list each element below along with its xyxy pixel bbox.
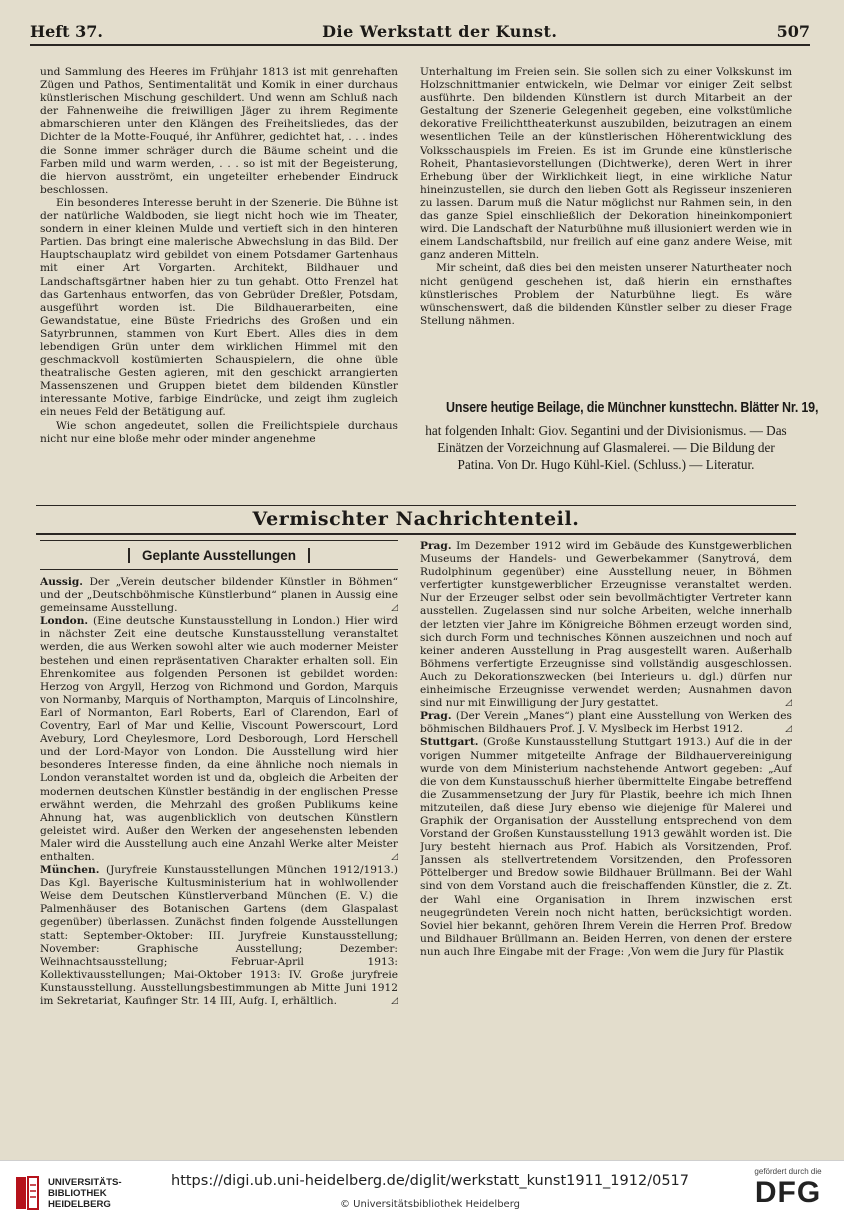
entry-text: (Juryfreie Kunstausstellungen München 1912/1913.) Das Kgl. Bayerische Kultusministerium hat in wohlwollender Weise dem Deutschen Künstlerverband München (E. V.) die Palmenhäuser des Botanischen Gartens (dem Glaspalast gegenüber) überlassen. Zunächst finden folgende Ausstellungen statt: September-Oktober: III. Juryfreie Kunstausstellung; November: Graphische Ausstellung; Dezember: Weihnachtsausstellung; Februar-April 1913: Kollektivausstellungen; Mai-Oktober 1913: IV. Große juryfreie Kunstausstellung. Ausstellungsbestimmungen ab Mitte Juni 1912 im Sekretariat, Kaufinger Str. 14 III, Aufg. I, erhältlich. bbox=[40, 864, 398, 1007]
entry-text: (Große Kunstausstellung Stuttgart 1913.) Auf die in der vorigen Nummer mitgeteilte Anfrage der Bildhauervereinigung wurde von dem Ministerium nachstehende Antwort gegeben: „Auf die von dem Kunstausschuß hierher übermittelte Eingabe betreffend die Zusammensetzung der Jury für Plastik, beehre ich mich Ihnen mitzuteilen, daß diese Jury ebenso wie diejenige für Malerei und Graphik der Organisation der Ausstellung entsprechend von dem Vorstand der Großen Kunstausstellung 1913 gewählt worden ist. Die Jury besteht hiernach aus Prof. Habich als Vorsitzenden, Prof. Janssen als stellvertretendem Vorsitzenden, den Professoren Pöttelberger und Bredow sowie Bildhauer Brüllmann. Bei der Wahl sind von dem Vorstand auch die freischaffenden Künstler, die z. Zt. der Wahl eine Organisation in Ihrem inzwischen erst neugegründeten Verein noch nicht hatten, berücksichtigt worden. Soviel hier bekannt, gehören Ihrem Verein die Herren Prof. Bredow und Bildhauer Brüllmann an. Beiden Herren, von denen der erstere nun auch Ihre Eingabe mit der Frage: ‚Von wem die Jury für Plastik bbox=[420, 736, 792, 958]
entry-text: Im Dezember 1912 wird im Gebäude des Kunstgewerblichen Museums der Handels- und Gewerbekammer (Sanytrová, dem Rudolphinum gegenüber) eine Ausstellung neuer, in Böhmen verfertigter kunstgewerblicher Erzeugnisse veranstaltet werden. Nur der Erzeuger selbst oder sein bevollmächtigter Vertreter kann ausstellen. Zugelassen sind nur solche Arbeiten, welche innerhalb der letzten vier Jahre im Königreiche Böhmen erzeugt worden sind, sich durch Form und technisches Können auszeichnen und noch auf keiner anderen Ausstellung in Prag ausgestellt waren. Außerhalb Böhmens verfertigte Erzeugnisse sind vollständig ausgeschlossen. Auch zu Dekorationszwecken (bei Interieurs u. dgl.) dürfen nur einheimische Erzeugnisse verwendet werden; Ausnahmen davon sind nur mit Einwilligung der Jury gestattet. bbox=[420, 540, 792, 710]
copyright-notice: © Universitätsbibliothek Heidelberg bbox=[339, 1199, 520, 1210]
news-entry bbox=[40, 576, 398, 615]
end-mark-icon: ◿ bbox=[391, 996, 398, 1006]
divider bbox=[36, 533, 796, 535]
paragraph: Ein besonderes Interesse beruht in der Szenerie. Die Bühne ist der natürliche Waldboden, sie liegt nicht hoch wie im Theater, sondern in einer kleinen Mulde und vertieft sich in den hinteren Partien. Das bringt eine malerische Abwechslung in das Bild. Der Hauptschauplatz wird gebildet von einem Potsdamer Gartenhaus mit einer Art Vorgarten. Architekt, Bildhauer und Landschaftsgärtner haben hier zu tun gehabt. Otto Frenzel hat das Gartenhaus entworfen, das von Gebrüder Dreßler, Potsdam, ausgeführt worden ist. Die Bildhauerarbeiten, eine Gewandstatue, eine Büste Friedrichs des Großen und ein Satyrbrunnen, stammen von Kurt Ebert. Alles dies in dem lebendigen Grün unter dem wirklichen Himmel mit den geschmackvoll kostümierten Schauspielern, die ohne üble theatralische Gesten agieren, mit den geschickt arrangierten Massenszenen und Gruppen bietet dem bildenden Künstler interessante Motive, farbige Eindrücke, und zeigt ihm zugleich ein neues Feld der Betätigung auf. bbox=[40, 196, 398, 419]
paragraph: Mir scheint, daß dies bei den meisten unserer Naturtheater noch nicht genügend geschehen ist, daß hierin ein ernsthaftes künstlerisches Problem der Naturbühne liegt. Es wäre wünschenswert, daß die bildenden Künstler selber zu dieser Frage Stellung nähmen. bbox=[420, 262, 792, 327]
entry-place: London. bbox=[40, 615, 89, 628]
article-column-right bbox=[420, 66, 792, 386]
issue-number: Heft 37. bbox=[30, 22, 103, 41]
news-entry bbox=[40, 864, 398, 1008]
supplement-notice bbox=[420, 400, 819, 496]
subsection-header bbox=[40, 540, 398, 570]
entry-place: Aussig. bbox=[40, 576, 83, 588]
news-entry bbox=[420, 710, 792, 736]
paragraph: Wie schon angedeutet, sollen die Freilichtspiele durchaus nicht nur eine bloße mehr oder minder angenehme bbox=[40, 419, 398, 445]
page-number: 507 bbox=[776, 22, 810, 41]
supplement-headline: Unsere heutige Beilage, die Münchner kunsttechn. Blätter Nr. 19, bbox=[446, 400, 819, 416]
section-title: Vermischter Nachrichtenteil. bbox=[252, 508, 580, 530]
news-column-left bbox=[40, 576, 398, 1136]
end-mark-icon: ◿ bbox=[391, 603, 398, 614]
end-mark-icon: ◿ bbox=[785, 724, 792, 735]
viewer-footer bbox=[0, 1160, 844, 1222]
news-column-right bbox=[420, 540, 792, 1136]
entry-place: Prag. bbox=[420, 710, 452, 723]
library-logo[interactable] bbox=[14, 1171, 154, 1215]
library-logo-text bbox=[48, 1177, 122, 1210]
journal-title: Die Werkstatt der Kunst. bbox=[322, 22, 558, 41]
entry-text: Der „Verein deutscher bildender Künstler in Böhmen“ und der „Deutschböhmische Künstlerbund“ planen in Aussig eine gemeinsame Ausstellung. bbox=[40, 576, 398, 615]
end-mark-icon: ◿ bbox=[785, 698, 792, 709]
paragraph: Unterhaltung im Freien sein. Sie sollen sich zu einer Volkskunst im Holzschnittmanier entwickeln, wie Delmar vor einiger Zeit selbst ausführte. Den bildenden Künstlern ist durch Mitarbeit an der Gestaltung der Szenerie Gelegenheit gegeben, eine volkstümliche dekorative Freilichttheaterkunst auszubilden, beizutragen an einem wesentlichen Teile an der künstlerischen Höherentwicklung des Volksschauspiels im Freien. Es ist im Grunde eine künstlerische Roheit, Phantasievorstellungen (Dichtwerke), deren Wert in ihrer Erhebung über der Wirklichkeit liegt, in eine wirkliche Natur hineinzustellen, sie durch den lieben Gott als Regisseur inszenieren zu lassen. Darum muß die Natur möglichst nur Rahmen sein, in den das ganze Spiel einschließlich der Dekoration hineinkomponiert wird. Die Landschaft der Naturbühne muß illusioniert werden wie in einem Landschaftsbild, nur freilich auf eine ganz andere Weise, mit ganz anderen Mitteln. bbox=[420, 66, 792, 262]
logo-line: HEIDELBERG bbox=[48, 1198, 111, 1210]
library-logo-icon bbox=[14, 1173, 42, 1213]
permalink-url[interactable]: https://digi.ub.uni-heidelberg.de/diglit/werkstatt_kunst1911_1912/0517 bbox=[171, 1173, 689, 1189]
logo-line: BIBLIOTHEK bbox=[48, 1187, 107, 1199]
paragraph: und Sammlung des Heeres im Frühjahr 1813 ist mit genrehaften Zügen und Pathos, Sentimentalität und Komik in einer durchaus künstlerischen Mischung geschildert. Und wenn am Schluß nach der Fahnenweihe die freiwilligen Jäger zu ihrem Regimente abmarschieren unter den Klängen des Freiheitsliedes, das der Dichter de la Motte-Fouqué, ihr Anführer, gedichtet hat, . . . indes die Sonne immer schräger durch die Bäume scheint und die Farben mild und warm werden, . . . so ist mit der Begeisterung, die hiervon ausströmt, ein ungeteilter erhebender Eindruck beschlossen. bbox=[40, 66, 398, 196]
entry-place: München. bbox=[40, 864, 100, 877]
news-entry bbox=[40, 615, 398, 864]
entry-text: (Eine deutsche Kunstausstellung in London.) Hier wird in nächster Zeit eine deutsche Kunstausstellung veranstaltet werden, die aus Werken sowohl alter wie auch moderner Meister bestehen und einen repräsentativen Charakter erhalten soll. Ein Ehrenkomitee aus folgenden Personen ist gebildet worden: Herzog von Argyll, Herzog von Richmond und Gordon, Marquis von Normanby, Marquis of Northampton, Marquis of Lincolnshire, Earl of Normanton, Earl Roberts, Earl of Clarendon, Earl of Coventry, Earl of Mar und Kellie, Viscount Powerscourt, Lord Avebury, Lord Cheylesmore, Lord Desborough, Lord Herschell und der Lord-Mayor von London. Die Ausstellung wird hier besonderes Interesse finden, da eine ähnliche noch niemals in London veranstaltet worden ist und da, obgleich die Arbeiten der modernen deutschen Künstler beständig in der englischen Presse erwähnt werden, die Mehrzahl des großen Publikums keine Ahnung hat, was augenblicklich von deutschen Künstlern geleistet wird. Außer den Werken der angesehensten lebenden Maler wird die Ausstellung auch eine Anzahl Werke alter Meister enthalten. bbox=[40, 615, 398, 863]
entry-place: Stuttgart. bbox=[420, 736, 479, 749]
running-head bbox=[30, 22, 810, 46]
logo-line: UNIVERSITÄTS- bbox=[48, 1176, 122, 1188]
article-column-left bbox=[40, 66, 398, 492]
news-entry bbox=[420, 736, 792, 959]
supplement-contents: hat folgenden Inhalt: Giov. Segantini und der Divisionismus. — Das Einätzen der Vorzeichnung auf Glasmalerei. — Die Bildung der Patina. Von Dr. Hugo Kühl-Kiel. (Schluss.) — Literatur. bbox=[425, 423, 787, 472]
dfg-caption: gefördert durch die bbox=[754, 1167, 822, 1176]
end-mark-icon: ◿ bbox=[391, 851, 398, 862]
entry-place: Prag. bbox=[420, 540, 452, 552]
divider bbox=[36, 505, 796, 506]
news-entry bbox=[420, 540, 792, 710]
dfg-wordmark: DFG bbox=[754, 1176, 822, 1209]
subsection-title: Geplante Ausstellungen bbox=[128, 548, 310, 563]
dfg-logo[interactable] bbox=[738, 1167, 838, 1219]
entry-text: (Der Verein „Manes“) plant eine Ausstellung von Werken des böhmischen Bildhauers Prof. J. V. Myslbeck im Herbst 1912. bbox=[420, 710, 792, 736]
